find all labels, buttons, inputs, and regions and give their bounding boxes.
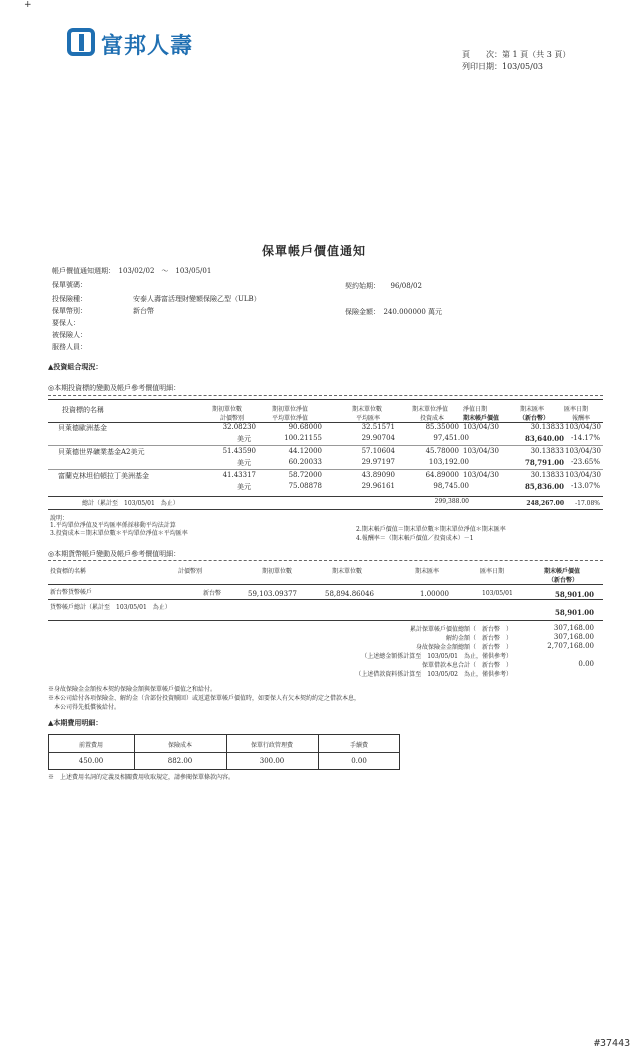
cash-col-fx-date: 匯率日期 (480, 568, 505, 575)
investment-subtitle: ◎本期投資標的變動及帳戶參考價值明細： (48, 384, 181, 392)
table-rule (48, 496, 603, 497)
fund-avg-nav: 100.21155 (284, 434, 322, 442)
fund-nav-begin: 90.68000 (288, 423, 322, 431)
fee-header: 保單行政管理費 (250, 742, 293, 749)
fund-currency: 美元 (237, 435, 251, 443)
note-1: 1.平均單位淨值及平均匯率係採移動平均法計算 (50, 522, 176, 529)
fund-roi: -23.65% (570, 458, 600, 466)
fund-nav-begin: 44.12000 (288, 447, 322, 455)
fund-avg-fx: 29.90704 (361, 434, 395, 442)
col-header-nav-begin: 期初單位淨值 (272, 406, 309, 413)
cash-row-units-begin: 59,103.09377 (248, 590, 297, 598)
note-2: 2.期末帳戶價值＝期末單位數＊期末單位淨值＊期末匯率 (356, 526, 506, 533)
fee-section-title: ▲本期費用明細： (48, 718, 103, 727)
summary-value: 0.00 (578, 660, 594, 668)
product-label: 投保險種： (52, 295, 87, 303)
corner-mark: + (24, 0, 32, 10)
cash-col-value: 期末帳戶價值 (544, 568, 581, 575)
cash-col-units-end: 期末單位數 (332, 568, 363, 575)
fund-currency: 美元 (237, 483, 251, 491)
cash-col-name: 投資標的名稱 (50, 568, 87, 575)
summary-label: （上述借款資料係計算至 103/05/02 為止，僅供參考） (355, 671, 512, 678)
fund-units-begin: 51.43590 (222, 447, 256, 455)
page-number: 頁 次：第 1 頁（共 3 頁） (462, 50, 571, 59)
col-header-currency: 計價幣別 (220, 415, 245, 422)
fee-value: 0.00 (351, 757, 367, 765)
fund-fx-end: 30.13833 (530, 447, 564, 455)
contract-start-date: 契約始期： 96/08/02 (345, 282, 422, 290)
col-header-twd: （新台幣） (519, 415, 550, 422)
fund-value: 85,836.00 (525, 482, 564, 491)
portfolio-section-title: ▲投資組合現況： (48, 362, 103, 371)
remark-2: ※本公司給付各項保險金、解約金（含部份投資贖回）或返還保單帳戶價值時，如要保人有欠本契約約定之借款本息， (48, 695, 361, 702)
fund-units-begin: 32.08230 (222, 423, 256, 431)
fund-nav-date: 103/04/30 (463, 447, 499, 455)
summary-value: 2,707,168.00 (547, 642, 594, 650)
fee-value: 882.00 (167, 757, 193, 765)
divider (48, 560, 603, 561)
table-rule (48, 399, 603, 400)
fund-nav-begin: 58.72000 (288, 471, 322, 479)
fund-nav-date: 103/04/30 (463, 423, 499, 431)
summary-label: 解約金額（ 新台幣 ） (445, 635, 512, 642)
watermark-id: #37443 (594, 1038, 631, 1049)
row-rule (48, 469, 603, 470)
table-rule (48, 509, 603, 510)
fund-nav-end: 64.89000 (425, 471, 459, 479)
fund-avg-fx: 29.96161 (361, 482, 395, 490)
cash-row-fx: 1.00000 (420, 590, 449, 598)
print-date: 列印日期：103/05/03 (462, 62, 544, 71)
col-header-fx-end: 期末匯率 (520, 406, 545, 413)
fund-fx-end: 30.13833 (530, 423, 564, 431)
table-rule (48, 620, 603, 621)
fund-units-end: 57.10604 (361, 447, 395, 455)
fund-name: 富蘭克林坦伯頓拉丁美洲基金 (58, 472, 149, 480)
table-rule (48, 599, 603, 600)
fund-currency: 美元 (237, 459, 251, 467)
cash-col-fx: 期末匯率 (415, 568, 440, 575)
fund-cost: 103,192.00 (428, 458, 469, 466)
col-header-avg-nav: 平均單位淨值 (272, 415, 309, 422)
col-header-units-begin: 期初單位數 (212, 406, 243, 413)
notice-period: 帳戶價值通知週期： 103/02/02 ～ 103/05/01 (52, 267, 212, 275)
cash-row-currency: 新台幣 (203, 590, 222, 597)
fee-note: ※ 上述費用名詞的定義及相關費用收取規定，請參閱保單條款內容。 (48, 774, 235, 781)
col-header-avg-fx: 平均匯率 (356, 415, 381, 422)
insured-label: 被保險人： (52, 331, 87, 339)
currency-label: 保單幣別： (52, 307, 87, 315)
fund-roi: -14.17% (570, 434, 600, 442)
page-title: 保單帳戶價值通知 (262, 244, 367, 258)
note-3: 3.投資成本＝期末單位數＊平均單位淨值＊平均匯率 (50, 530, 188, 537)
product-name: 安泰人壽富活理財變額保險乙型（ULB） (133, 295, 261, 303)
fubon-logo-icon (67, 28, 95, 56)
fund-cost: 98,745.00 (433, 482, 469, 490)
fee-header: 手續費 (349, 742, 368, 749)
cash-row-value: 58,901.00 (555, 590, 594, 599)
summary-value: 307,168.00 (553, 624, 594, 632)
remark-1: ※身故保險金金額按本契約保險金額與保單帳戶價值之和給付。 (48, 686, 217, 693)
col-header-units-end: 期末單位數 (352, 406, 383, 413)
cash-col-units-begin: 期初單位數 (262, 568, 293, 575)
note-4: 4.報酬率＝（期末帳戶價值／投資成本）－1 (356, 535, 474, 542)
summary-label: （上述總金額係計算至 103/05/01 為止，僅供參考） (361, 653, 512, 660)
cash-total-label: 貨幣帳戶總計（累計至 103/05/01 為止） (50, 604, 171, 611)
fund-value: 83,640.00 (525, 434, 564, 443)
fund-avg-fx: 29.97197 (361, 458, 395, 466)
fund-nav-end: 45.78000 (425, 447, 459, 455)
fee-header: 前置費用 (78, 742, 103, 749)
investment-total-value: 248,267.00 (526, 500, 564, 507)
policy-number-label: 保單號碼： (52, 281, 87, 289)
fund-units-end: 43.89090 (361, 471, 395, 479)
fund-units-end: 32.51571 (361, 423, 395, 431)
fund-name: 貝萊德歐洲基金 (58, 424, 107, 432)
investment-total-label: 總計（累計至 103/05/01 為止） (82, 500, 179, 507)
fund-value: 78,791.00 (525, 458, 564, 467)
divider (48, 395, 603, 396)
col-header-value: 期末帳戶價值 (463, 415, 500, 422)
summary-label: 身故保險金金額總額（ 新台幣 ） (415, 644, 512, 651)
fund-fx-date: 103/04/30 (565, 471, 601, 479)
service-agent-label: 服務人員： (52, 343, 87, 351)
col-header-name: 投資標的名稱 (62, 406, 104, 414)
summary-label: 累計保單帳戶價值總額（ 新台幣 ） (409, 626, 512, 633)
cash-row-units-end: 58,894.86046 (325, 590, 374, 598)
col-header-roi: 報酬率 (572, 415, 591, 422)
col-header-nav-end: 期末單位淨值 (412, 406, 449, 413)
row-rule (48, 445, 603, 446)
fund-units-begin: 41.43317 (222, 471, 256, 479)
fund-nav-end: 85.35000 (425, 423, 459, 431)
notes-title: 說明： (50, 515, 69, 522)
table-rule (48, 584, 603, 585)
fund-roi: -13.07% (570, 482, 600, 490)
fund-nav-date: 103/04/30 (463, 471, 499, 479)
fund-avg-nav: 75.08878 (288, 482, 322, 490)
policy-owner-label: 要保人： (52, 319, 80, 327)
summary-label: 保單借款本息合計（ 新台幣 ） (421, 662, 512, 669)
cash-total-value: 58,901.00 (555, 608, 594, 617)
col-header-fx-date: 匯率日期 (564, 406, 589, 413)
cash-col-twd: （新台幣） (548, 577, 579, 584)
fee-table-rule (48, 752, 400, 753)
investment-total-cost: 299,388.00 (434, 498, 469, 505)
fund-avg-nav: 60.20033 (288, 458, 322, 466)
investment-total-roi: -17.08% (575, 500, 600, 507)
fee-value: 300.00 (259, 757, 285, 765)
fee-header: 保險成本 (167, 742, 192, 749)
cash-row-name: 新台幣貨幣帳戶 (50, 589, 93, 596)
cash-row-fx-date: 103/05/01 (482, 590, 513, 597)
brand-name: 富邦人壽 (101, 34, 194, 59)
fund-name: 貝萊德世界礦業基金A2美元 (58, 448, 145, 456)
cash-col-currency: 計價幣別 (178, 568, 203, 575)
summary-value: 307,168.00 (553, 633, 594, 641)
fee-value: 450.00 (78, 757, 104, 765)
col-header-nav-date: 淨值日期 (463, 406, 488, 413)
fund-cost: 97,451.00 (433, 434, 469, 442)
sum-insured: 保險金額： 240.000000 萬元 (345, 308, 443, 316)
col-header-cost: 投資成本 (420, 415, 445, 422)
fund-fx-end: 30.13833 (530, 471, 564, 479)
fund-fx-date: 103/04/30 (565, 423, 601, 431)
fund-fx-date: 103/04/30 (565, 447, 601, 455)
cash-account-subtitle: ◎本期貨幣帳戶變動及帳戶參考價值明細： (48, 550, 181, 558)
currency-value: 新台幣 (133, 307, 154, 315)
remark-3: 本公司得先抵償後給付。 (48, 704, 121, 711)
